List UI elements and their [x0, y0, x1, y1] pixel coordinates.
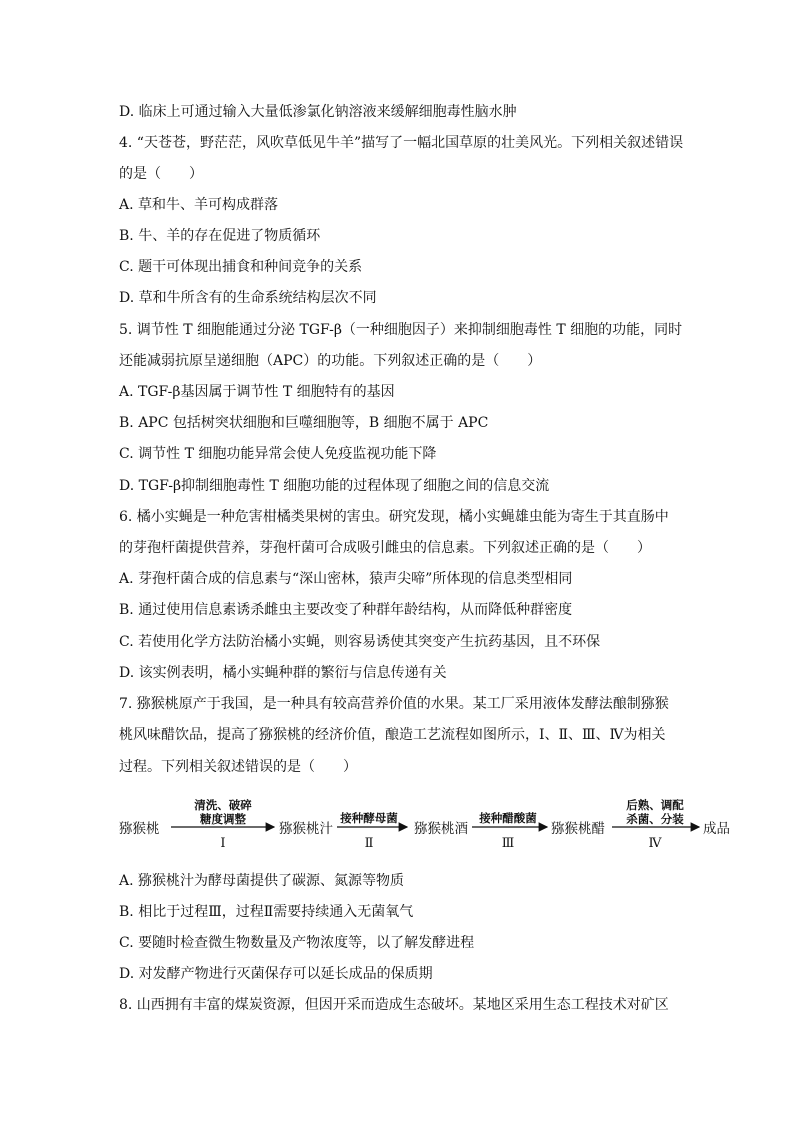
q3-option-d: D. 临床上可通过输入大量低渗氯化钠溶液来缓解细胞毒性脑水肿 — [119, 104, 517, 120]
flow-node-kiwi: 猕猴桃 — [119, 821, 160, 837]
flow-node-juice: 猕猴桃汁 — [279, 821, 333, 837]
q5-option-a: A. TGF-β基因属于调节性 T 细胞特有的基因 — [119, 384, 395, 400]
flow-node-vinegar: 猕猴桃醋 — [551, 821, 605, 837]
q7-stem-line2: 桃风味醋饮品，提高了猕猴桃的经济价值，酿造工艺流程如图所示，I、Ⅱ、Ⅲ、Ⅳ为相关 — [119, 727, 666, 743]
q7-stem-line3: 过程。下列相关叙述错误的是（ ） — [119, 759, 357, 775]
flow-step-1-label-top: 清洗、破碎 — [194, 798, 252, 812]
flow-node-wine: 猕猴桃酒 — [414, 821, 468, 837]
q5-option-c: C. 调节性 T 细胞功能异常会使人免疫监视功能下降 — [119, 446, 437, 462]
flow-step-4-label-bottom: 杀菌、分装 — [626, 812, 684, 826]
flow-node-product: 成品 — [703, 821, 730, 837]
q6-option-b: B. 通过使用信息素诱杀雌虫主要改变了种群年龄结构，从而降低种群密度 — [119, 602, 573, 618]
q6-option-a: A. 芽孢杆菌合成的信息素与“深山密林，猿声尖啼”所体现的信息类型相同 — [119, 571, 573, 587]
flow-step-1-label-bottom: 糖度调整 — [200, 812, 246, 826]
flow-step-3-label: 接种醋酸菌 — [479, 811, 537, 825]
q7-option-d: D. 对发酵产物进行灭菌保存可以延长成品的保质期 — [119, 966, 433, 982]
q6-stem-line2: 的芽孢杆菌提供营养，芽孢杆菌可合成吸引雌虫的信息素。下列叙述正确的是（ ） — [119, 540, 651, 556]
q4-stem-line1: 4. “天苍苍，野茫茫，风吹草低见牛羊”描写了一幅北国草原的壮美风光。下列相关叙述错误 — [119, 135, 684, 151]
q6-stem-line1: 6. 橘小实蝇是一种危害柑橘类果树的害虫。研究发现，橘小实蝇雄虫能为寄生于其直肠中 — [119, 509, 669, 525]
flow-step-4-label-top: 后熟、调配 — [626, 798, 684, 812]
q7-option-c: C. 要随时检查微生物数量及产物浓度等，以了解发酵进程 — [119, 935, 475, 951]
q4-option-d: D. 草和牛所含有的生命系统结构层次不同 — [119, 290, 377, 306]
q6-option-c: C. 若使用化学方法防治橘小实蝇，则容易诱使其突变产生抗药基因，且不环保 — [119, 634, 601, 650]
process-flow-diagram — [119, 796, 739, 856]
flow-step-3-numeral: Ⅲ — [501, 836, 515, 851]
q8-stem-line1: 8. 山西拥有丰富的煤炭资源，但因开采而造成生态破坏。某地区采用生态工程技术对矿区 — [119, 997, 669, 1013]
q7-stem-line1: 7. 猕猴桃原产于我国，是一种具有较高营养价值的水果。某工厂采用液体发酵法酿制猕猴 — [119, 696, 669, 712]
q4-option-b: B. 牛、羊的存在促进了物质循环 — [119, 228, 321, 244]
flow-step-2-label: 接种酵母菌 — [340, 811, 398, 825]
q6-option-d: D. 该实例表明，橘小实蝇种群的繁衍与信息传递有关 — [119, 665, 447, 681]
q4-option-c: C. 题干可体现出捕食和种间竞争的关系 — [119, 259, 363, 275]
q5-stem-line2: 还能减弱抗原呈递细胞（APC）的功能。下列叙述正确的是（ ） — [119, 353, 542, 369]
flow-step-2-numeral: Ⅱ — [364, 836, 374, 851]
q4-option-a: A. 草和牛、羊可构成群落 — [119, 197, 279, 213]
q7-option-b: B. 相比于过程Ⅲ，过程Ⅱ需要持续通入无菌氧气 — [119, 904, 414, 920]
q5-stem-line1: 5. 调节性 T 细胞能通过分泌 TGF-β（一种细胞因子）来抑制细胞毒性 T 细胞的功能，同时 — [119, 322, 683, 338]
q5-option-b: B. APC 包括树突状细胞和巨噬细胞等，B 细胞不属于 APC — [119, 415, 489, 431]
q5-option-d: D. TGF-β抑制细胞毒性 T 细胞功能的过程体现了细胞之间的信息交流 — [119, 478, 550, 494]
q4-stem-line2: 的是（ ） — [119, 166, 203, 182]
flow-step-1-numeral: I — [220, 836, 226, 851]
q7-option-a: A. 猕猴桃汁为酵母菌提供了碳源、氮源等物质 — [119, 873, 405, 889]
flow-step-4-numeral: Ⅳ — [648, 836, 662, 851]
